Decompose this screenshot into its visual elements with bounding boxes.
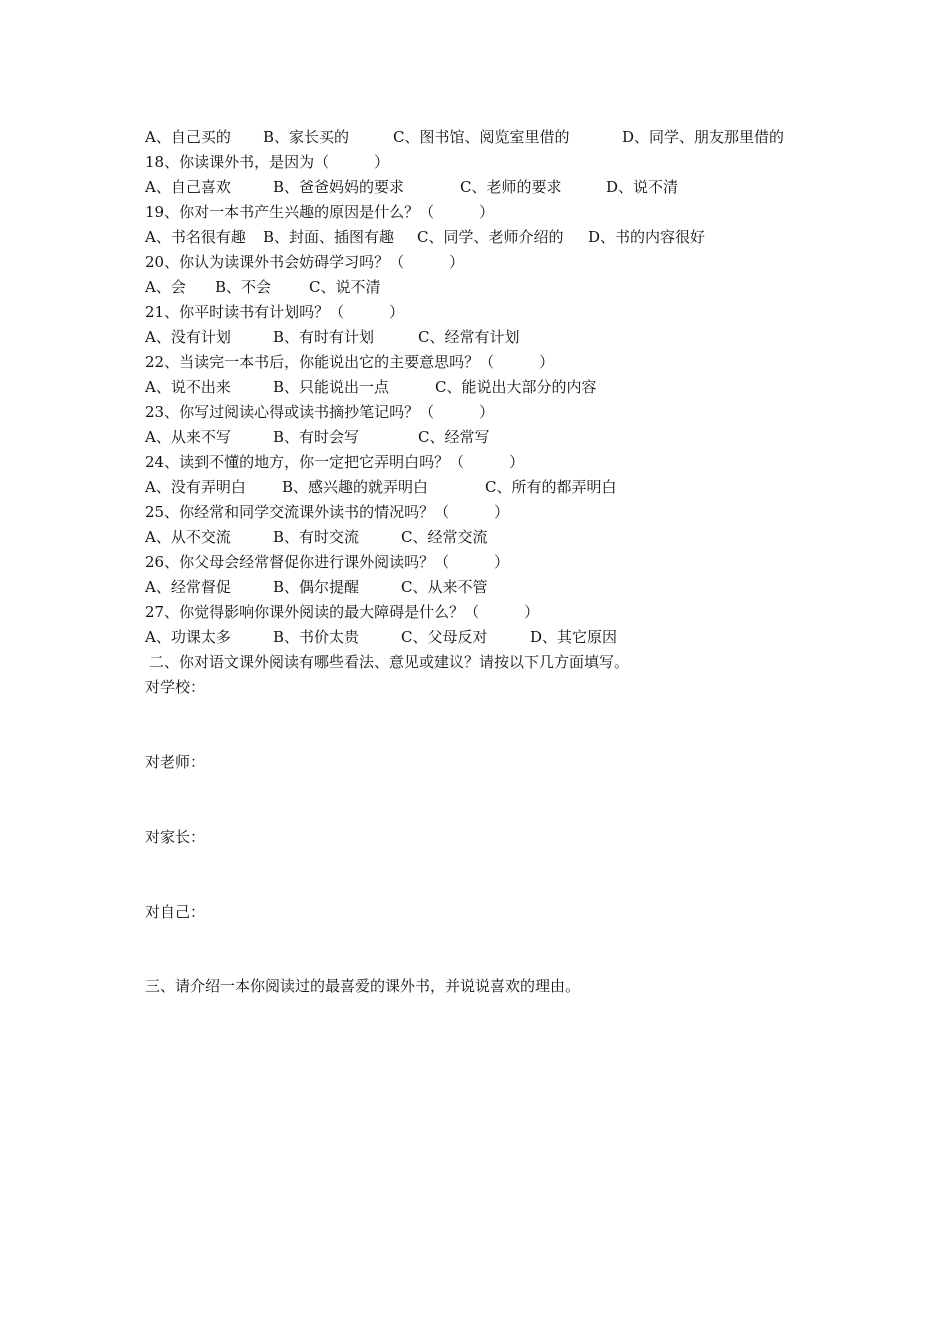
q18-option-d: D、说不清 — [606, 178, 679, 196]
q17-option-d: D、同学、朋友那里借的 — [622, 128, 785, 146]
q27-question: 27、你觉得影响你课外阅读的最大障碍是什么？（ ） — [145, 603, 540, 621]
q23-option-c: C、经常写 — [418, 428, 490, 446]
q23-options — [145, 427, 490, 447]
q20-option-c: C、说不清 — [309, 278, 381, 296]
q18-option-b: B、爸爸妈妈的要求 — [273, 178, 405, 196]
q20-option-b: B、不会 — [215, 278, 272, 296]
q24-option-b: B、感兴趣的就弄明白 — [282, 478, 429, 496]
q27-option-c: C、父母反对 — [401, 628, 488, 646]
section3-title: 三、请介绍一本你阅读过的最喜爱的课外书，并说说喜欢的理由。 — [145, 977, 581, 995]
q22-option-b: B、只能说出一点 — [273, 378, 390, 396]
q25-options — [145, 527, 488, 547]
q26-option-a: A、经常督促 — [145, 578, 231, 596]
q24-option-a: A、没有弄明白 — [145, 478, 246, 496]
q24-options — [145, 477, 617, 497]
q25-option-c: C、经常交流 — [401, 528, 488, 546]
q26-option-c: C、从来不管 — [401, 578, 488, 596]
q23-option-b: B、有时会写 — [273, 428, 360, 446]
q22-option-c: C、能说出大部分的内容 — [435, 378, 597, 396]
q23-option-a: A、从来不写 — [145, 428, 231, 446]
q25-option-a: A、从不交流 — [145, 528, 231, 546]
q19-question: 19、你对一本书产生兴趣的原因是什么？（ ） — [145, 203, 495, 221]
q27-option-d: D、其它原因 — [530, 628, 618, 646]
q20-question: 20、你认为读课外书会妨碍学习吗？（ ） — [145, 253, 465, 271]
q27-option-b: B、书价太贵 — [273, 628, 360, 646]
q20-options — [145, 277, 381, 297]
q25-question: 25、你经常和同学交流课外读书的情况吗？（ ） — [145, 503, 510, 521]
q17-option-c: C、图书馆、阅览室里借的 — [393, 128, 570, 146]
q22-question: 22、当读完一本书后，你能说出它的主要意思吗？（ ） — [145, 353, 555, 371]
q25-option-b: B、有时交流 — [273, 528, 360, 546]
q19-option-a: A、书名很有趣 — [145, 228, 246, 246]
section2-self-label: 对自己： — [145, 903, 206, 921]
q18-option-c: C、老师的要求 — [460, 178, 562, 196]
section2-parents-label: 对家长： — [145, 828, 206, 846]
q26-options — [145, 577, 488, 597]
q19-options — [145, 227, 706, 247]
q18-option-a: A、自己喜欢 — [145, 178, 231, 196]
section2-school-label: 对学校： — [145, 678, 206, 696]
section2-title: 二、你对语文课外阅读有哪些看法、意见或建议？请按以下几方面填写。 — [149, 653, 630, 671]
q23-question: 23、你写过阅读心得或读书摘抄笔记吗？（ ） — [145, 403, 495, 421]
q24-question: 24、读到不懂的地方，你一定把它弄明白吗？（ ） — [145, 453, 525, 471]
q17-option-a: A、自己买的 — [145, 128, 231, 146]
q17-options — [145, 127, 785, 147]
q27-options — [145, 627, 618, 647]
q22-options — [145, 377, 597, 397]
q21-option-c: C、经常有计划 — [418, 328, 520, 346]
q19-option-b: B、封面、插图有趣 — [263, 228, 395, 246]
q21-question: 21、你平时读书有计划吗？（ ） — [145, 303, 405, 321]
section2-teacher-label: 对老师： — [145, 753, 206, 771]
q17-option-b: B、家长买的 — [263, 128, 350, 146]
q27-option-a: A、功课太多 — [145, 628, 231, 646]
q19-option-d: D、书的内容很好 — [588, 228, 706, 246]
q26-question: 26、你父母会经常督促你进行课外阅读吗？（ ） — [145, 553, 510, 571]
q21-option-a: A、没有计划 — [145, 328, 231, 346]
q18-question: 18、你读课外书，是因为（ ） — [145, 153, 390, 171]
q24-option-c: C、所有的都弄明白 — [485, 478, 617, 496]
q20-option-a: A、会 — [145, 278, 186, 296]
q18-options — [145, 177, 679, 197]
q22-option-a: A、说不出来 — [145, 378, 231, 396]
q26-option-b: B、偶尔提醒 — [273, 578, 360, 596]
q21-option-b: B、有时有计划 — [273, 328, 375, 346]
q19-option-c: C、同学、老师介绍的 — [417, 228, 564, 246]
q21-options — [145, 327, 520, 347]
